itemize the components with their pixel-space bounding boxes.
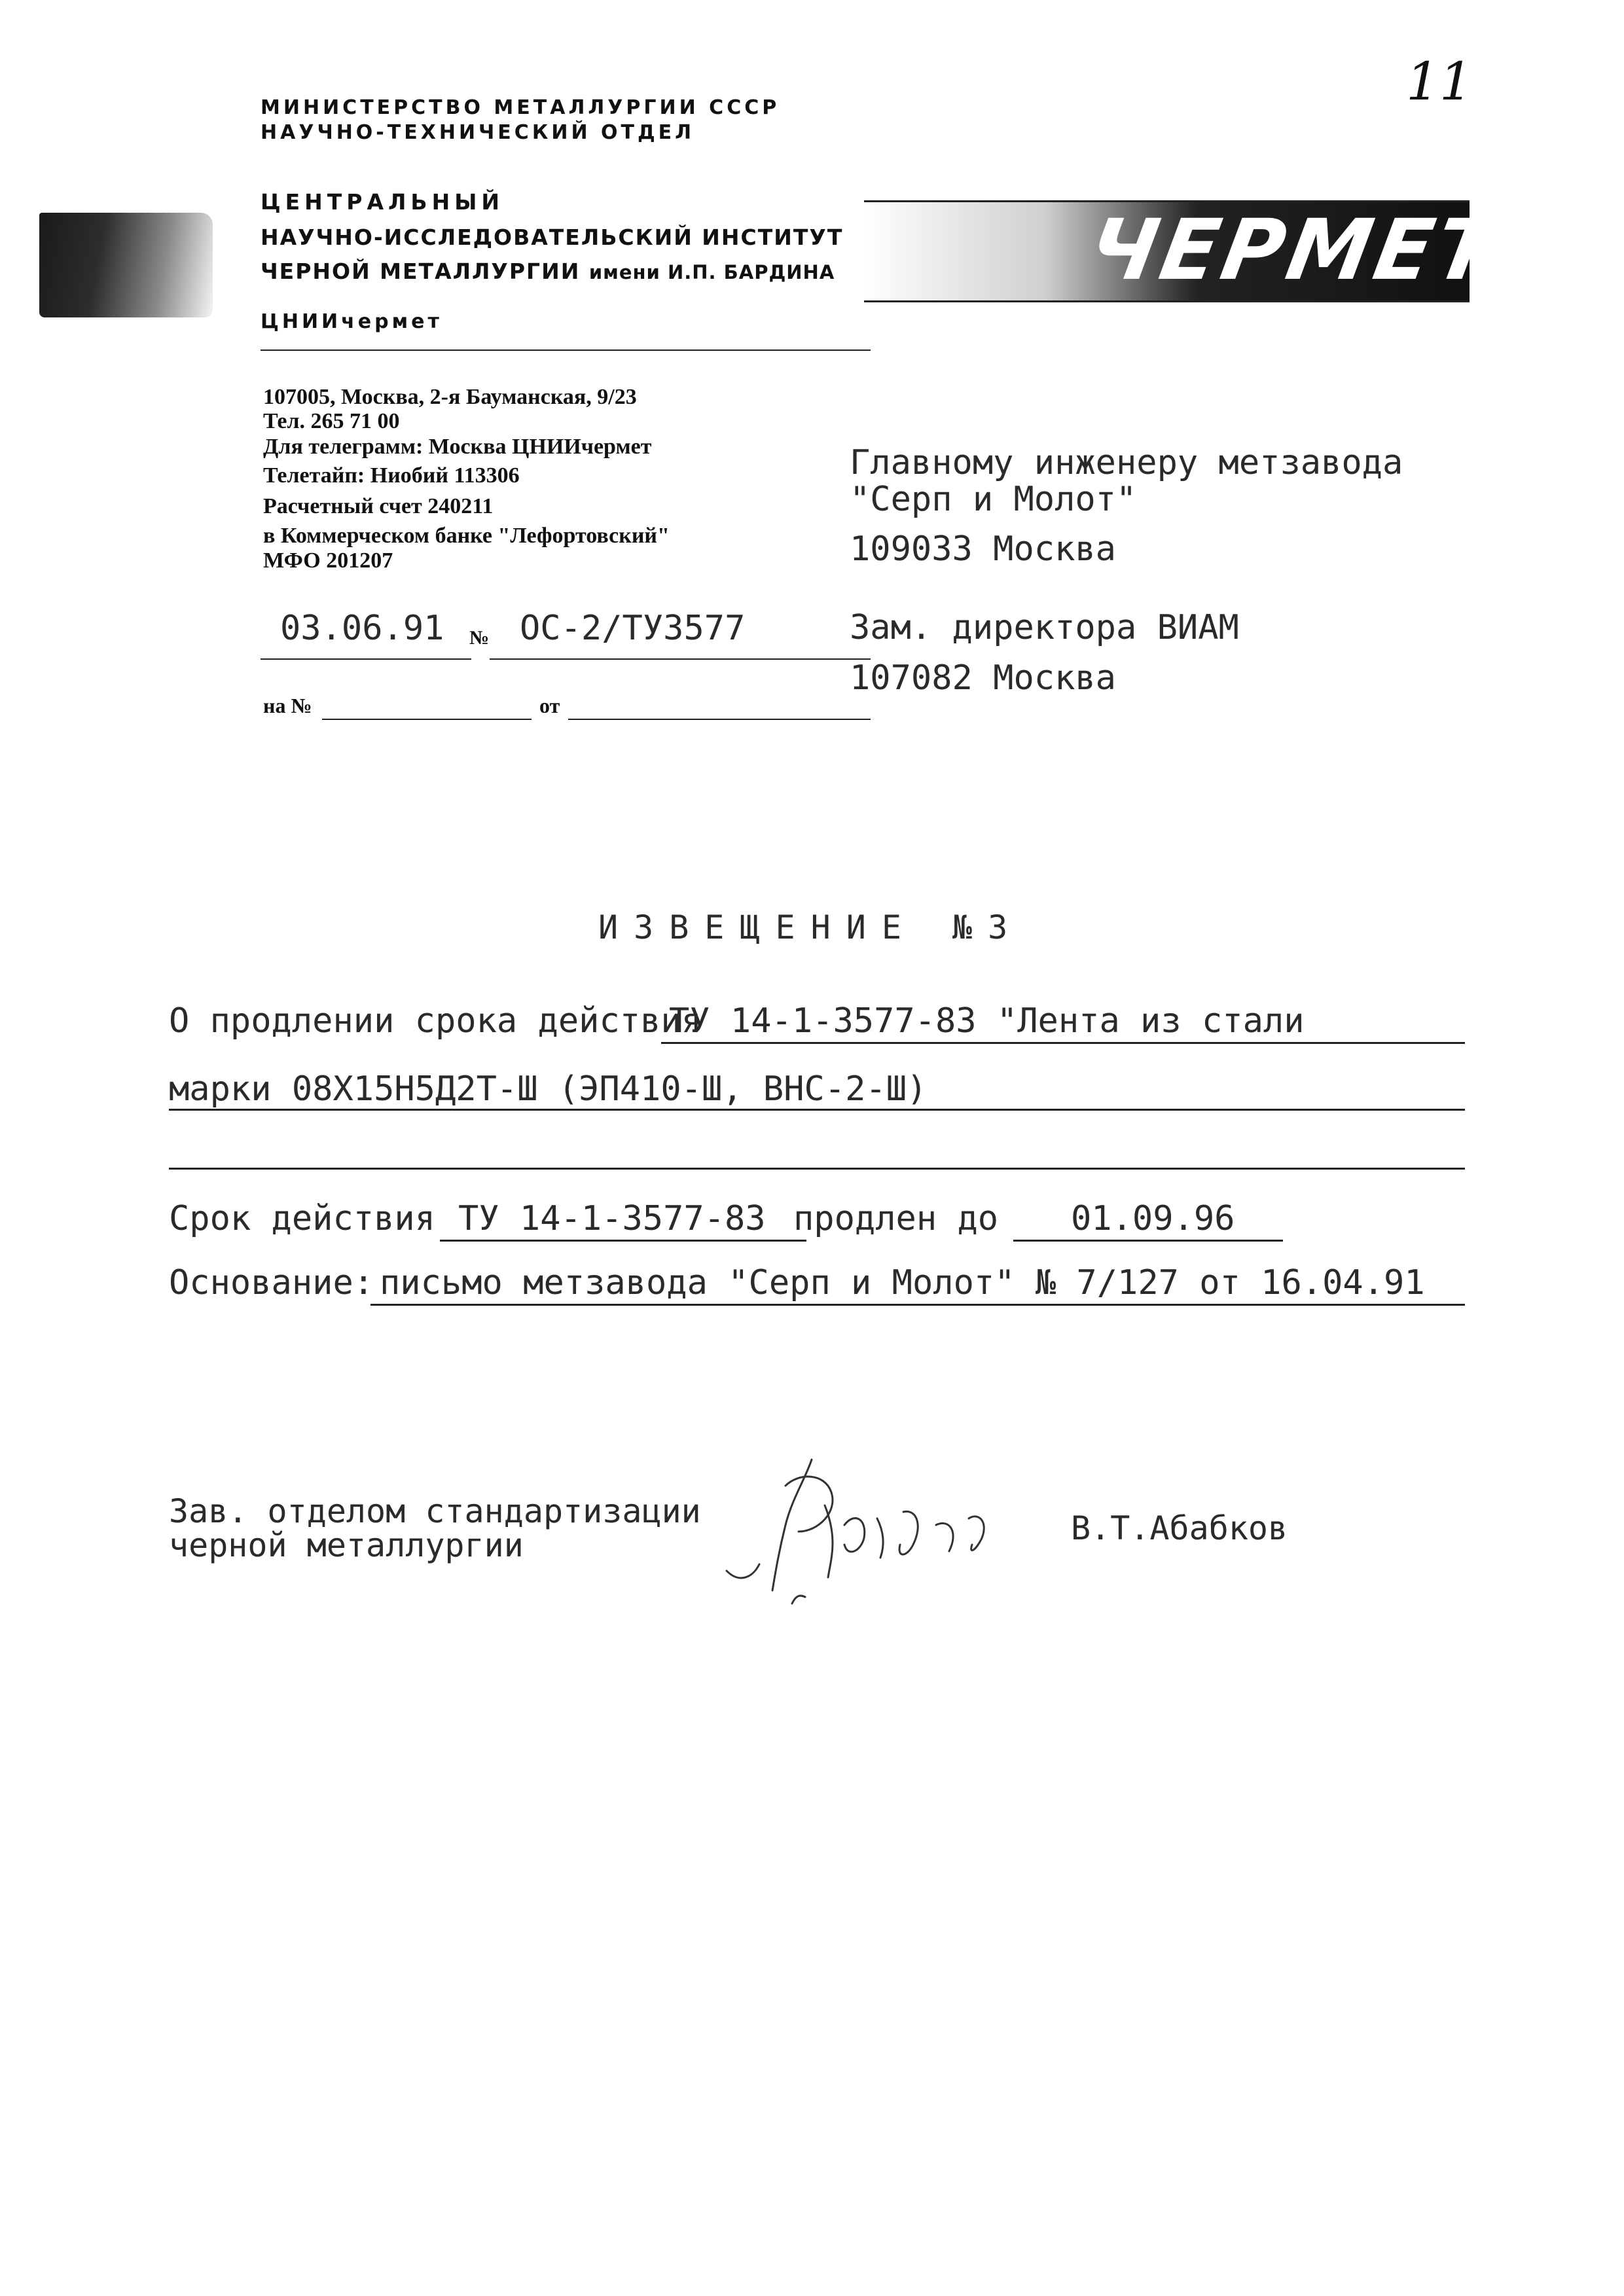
reply-underline [322, 719, 532, 720]
address-teletype: Телетайп: Ниобий 113306 [263, 463, 520, 488]
reference-number: ОС-2/ТУ3577 [520, 609, 746, 648]
from-label: от [539, 694, 560, 717]
address-account: Расчетный счет 240211 [263, 494, 494, 518]
addressee-line1: Главному инженеру метзавода [850, 443, 1403, 482]
institute-abbreviation: ЦНИИчермет [261, 310, 442, 333]
address-bank: в Коммерческом банке "Лефортовский" [263, 524, 670, 548]
reply-label: на № [263, 694, 312, 717]
signature-title-line2: черной металлургии [169, 1526, 524, 1564]
reference-number-underline [490, 658, 871, 660]
letterhead-smudge [39, 213, 213, 317]
institute-line1 [261, 187, 504, 217]
institute-line1-text: ЦЕНТРАЛЬНЫЙ [261, 189, 505, 215]
address-street: 107005, Москва, 2-я Бауманская, 9/23 [263, 385, 637, 409]
page-number: 11 [1406, 51, 1473, 112]
address-telegram: Для телеграмм: Москва ЦНИИчермет [263, 435, 652, 459]
notice-line1-prefix: О продлении срока действия [169, 1001, 702, 1041]
notice-line1-underline [661, 1042, 1465, 1044]
term-prefix: Срок действия [169, 1199, 435, 1238]
notice-line3-underline [169, 1168, 1465, 1170]
signatory-name: В.Т.Абабков [1071, 1509, 1288, 1547]
term-underline [440, 1240, 806, 1242]
reference-number-label: № [469, 627, 490, 649]
reference-date: 03.06.91 [280, 609, 444, 648]
signature-title-line1: Зав. отделом стандартизации [169, 1492, 701, 1530]
term-value: ТУ 14-1-3577-83 [458, 1199, 766, 1238]
extended-underline [1013, 1240, 1283, 1242]
address-phone: Тел. 265 71 00 [263, 409, 400, 433]
reference-date-underline [261, 658, 471, 660]
notice-line2-value: марки 08Х15Н5Д2Т-Ш (ЭП410-Ш, ВНС-2-Ш) [169, 1069, 928, 1109]
extended-label: продлен до [793, 1199, 999, 1238]
notice-line2-underline [169, 1109, 1465, 1111]
institute-line3 [261, 257, 835, 287]
handwritten-signature [713, 1446, 1054, 1610]
addressee-line3: 109033 Москва [850, 529, 1116, 569]
addressee-line2: "Серп и Молот" [850, 480, 1137, 519]
notice-line1-value: ТУ 14-1-3577-83 "Лента из стали [669, 1001, 1305, 1041]
ministry-line1: МИНИСТЕРСТВО МЕТАЛЛУРГИИ СССР [261, 96, 780, 119]
ministry-line2: НАУЧНО-ТЕХНИЧЕСКИЙ ОТДЕЛ [261, 121, 695, 144]
extended-value: 01.09.96 [1071, 1199, 1235, 1238]
basis-underline [370, 1304, 1465, 1306]
institute-line3-small: имени И.П. БАРДИНА [588, 261, 835, 283]
chermet-logo: ЧЕРМЕТ [1081, 202, 1507, 299]
addressee-line4: Зам. директора ВИАМ [850, 608, 1239, 647]
institute-line3-main: ЧЕРНОЙ МЕТАЛЛУРГИИ [261, 259, 581, 284]
basis-label: Основание: [169, 1263, 374, 1302]
notice-title: ИЗВЕЩЕНИЕ №3 [598, 908, 1024, 946]
from-underline [568, 719, 871, 720]
basis-value: письмо метзавода "Серп и Молот" № 7/127 от 16.04.91 [380, 1263, 1425, 1302]
address-mfo: МФО 201207 [263, 548, 393, 573]
addressee-line5: 107082 Москва [850, 658, 1116, 698]
letterhead-divider [261, 350, 871, 351]
institute-line2: НАУЧНО-ИССЛЕДОВАТЕЛЬСКИЙ ИНСТИТУТ [261, 224, 844, 250]
